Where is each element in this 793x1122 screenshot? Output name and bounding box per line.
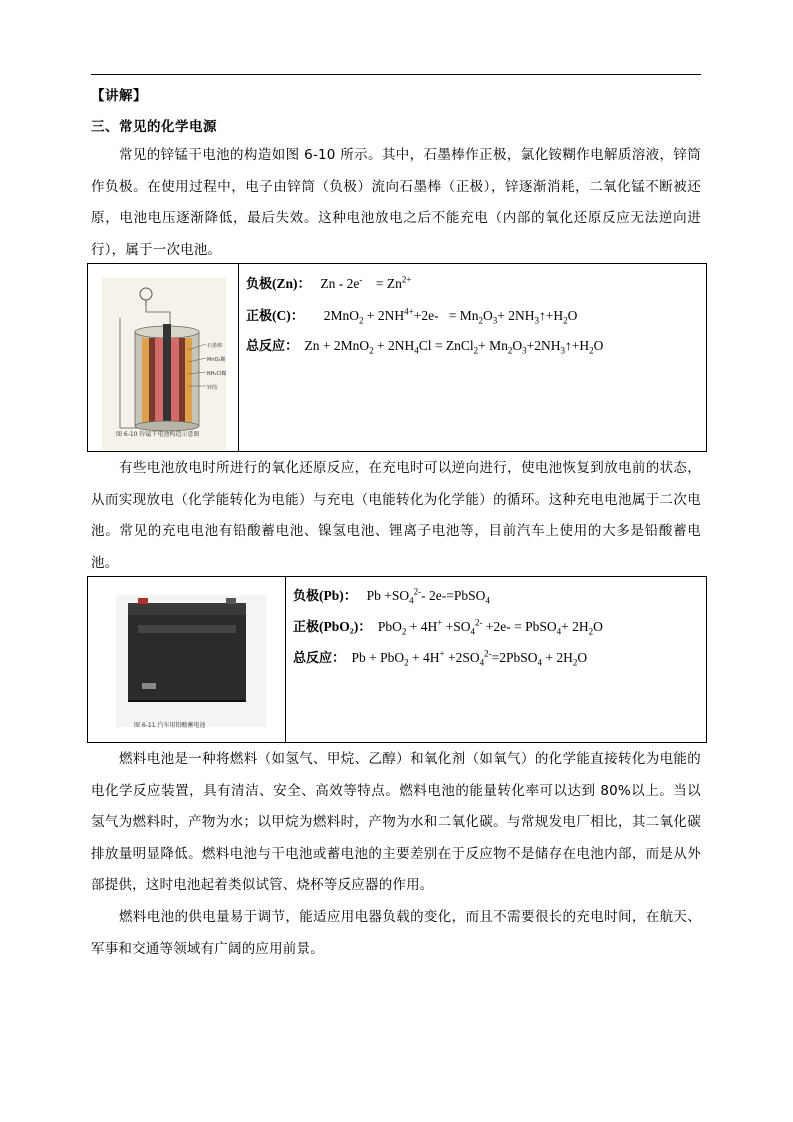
dry-cell-table (87, 263, 707, 452)
equation-positive: 正极(PbO₂)： $PbO_2 + 4H^+ +SO_4^{2-} +2e-$ = PbSO$_4$+ $2H_2O$ (293, 617, 603, 637)
paragraph-fuel-cell: 燃料电池是一种将燃料（如氢气、甲烷、乙醇）和氧化剂（如氧气）的化学能直接转化为电能的电化学反应装置，具有清洁、安全、高效等特点。燃料电池的能量转化率可以达到 80%以上。当以氢气为燃料时，产物为水；以甲烷为燃料时，产物为水和二氧化碳。与常规发电厂相比，其二氧化碳排放量明显降低。燃料电池与干电池或蓄电池的主要差别在于反应物不是储存在电池内部，而是从外部提供，这时电池起着类似试管、烧杯等反应器的作用。 (91, 751, 701, 893)
equation-positive: 正极(C)： $2MnO_2 + 2NH^{4+}+2e- = Mn_2O_3+$ $2NH_3↑+H_2O$ (246, 306, 578, 326)
figure-label-nh4cl: NH₄Cl糊 (207, 371, 227, 377)
lead-acid-table (87, 576, 707, 743)
paragraph-dry-cell: 常见的锌锰干电池的构造如图 6-10 所示。其中，石墨棒作正极，氯化铵糊作电解质溶液，锌筒作负极。在使用过程中，电子由锌筒（负极）流向石墨棒（正极），锌逐渐消耗，二氧化锰不断被还原，电池电压逐渐降低，最后失效。这种电池放电之后不能充电（内部的氧化还原反应无法逆向进行），属于一次电池。 (91, 147, 701, 258)
table-divider (285, 577, 286, 742)
equation-total: 总反应： $Pb + PbO_2 + 4H^+ +2SO_4^{2-}=2PbSO_4 + 2H_2O$ (293, 648, 588, 668)
figure-label-mno2: MnO₂糊 (207, 357, 226, 363)
section-label: 【讲解】 (91, 88, 147, 104)
figure-caption: 图 6-11 汽车用铅酸蓄电池 (134, 722, 206, 729)
table-divider (238, 264, 239, 451)
equation-negative: 负极(Pb)： $Pb +SO_4^{2-}-$ 2e-=PbSO$_4$ (293, 586, 490, 606)
paragraph-fuel-cell-applications: 燃料电池的供电量易于调节，能适应用电器负载的变化，而且不需要很长的充电时间，在航天、军事和交通等领域有广阔的应用前景。 (91, 909, 701, 957)
equation-negative: 负极(Zn)： Zn - 2e- = $Zn^{2+}$ (246, 274, 412, 292)
figure-label-zinc: 锌筒 (207, 385, 218, 391)
dry-cell-diagram (102, 278, 226, 450)
figure-caption: 图 6-10 锌锰干电池构造示意图 (116, 431, 200, 438)
figure-label-graphite: 石墨棒 (207, 343, 223, 349)
section-title: 三、常见的化学电源 (91, 119, 217, 135)
paragraph-secondary-cell: 有些电池放电时所进行的氧化还原反应，在充电时可以逆向进行，使电池恢复到放电前的状态，从而实现放电（化学能转化为电能）与充电（电能转化为化学能）的循环。这种充电电池属于二次电池。常见的充电电池有铅酸蓄电池、镍氢电池、锂离子电池等，目前汽车上使用的大多是铅酸蓄电池。 (91, 460, 701, 571)
header-rule (91, 74, 701, 75)
lead-acid-battery-image (116, 595, 266, 727)
equation-total: 总反应： $Zn + 2MnO_2 + 2NH_4Cl$ = ZnCl$_2$+ $Mn_2O_3+2NH_3↑+H_2O$ (246, 338, 604, 356)
